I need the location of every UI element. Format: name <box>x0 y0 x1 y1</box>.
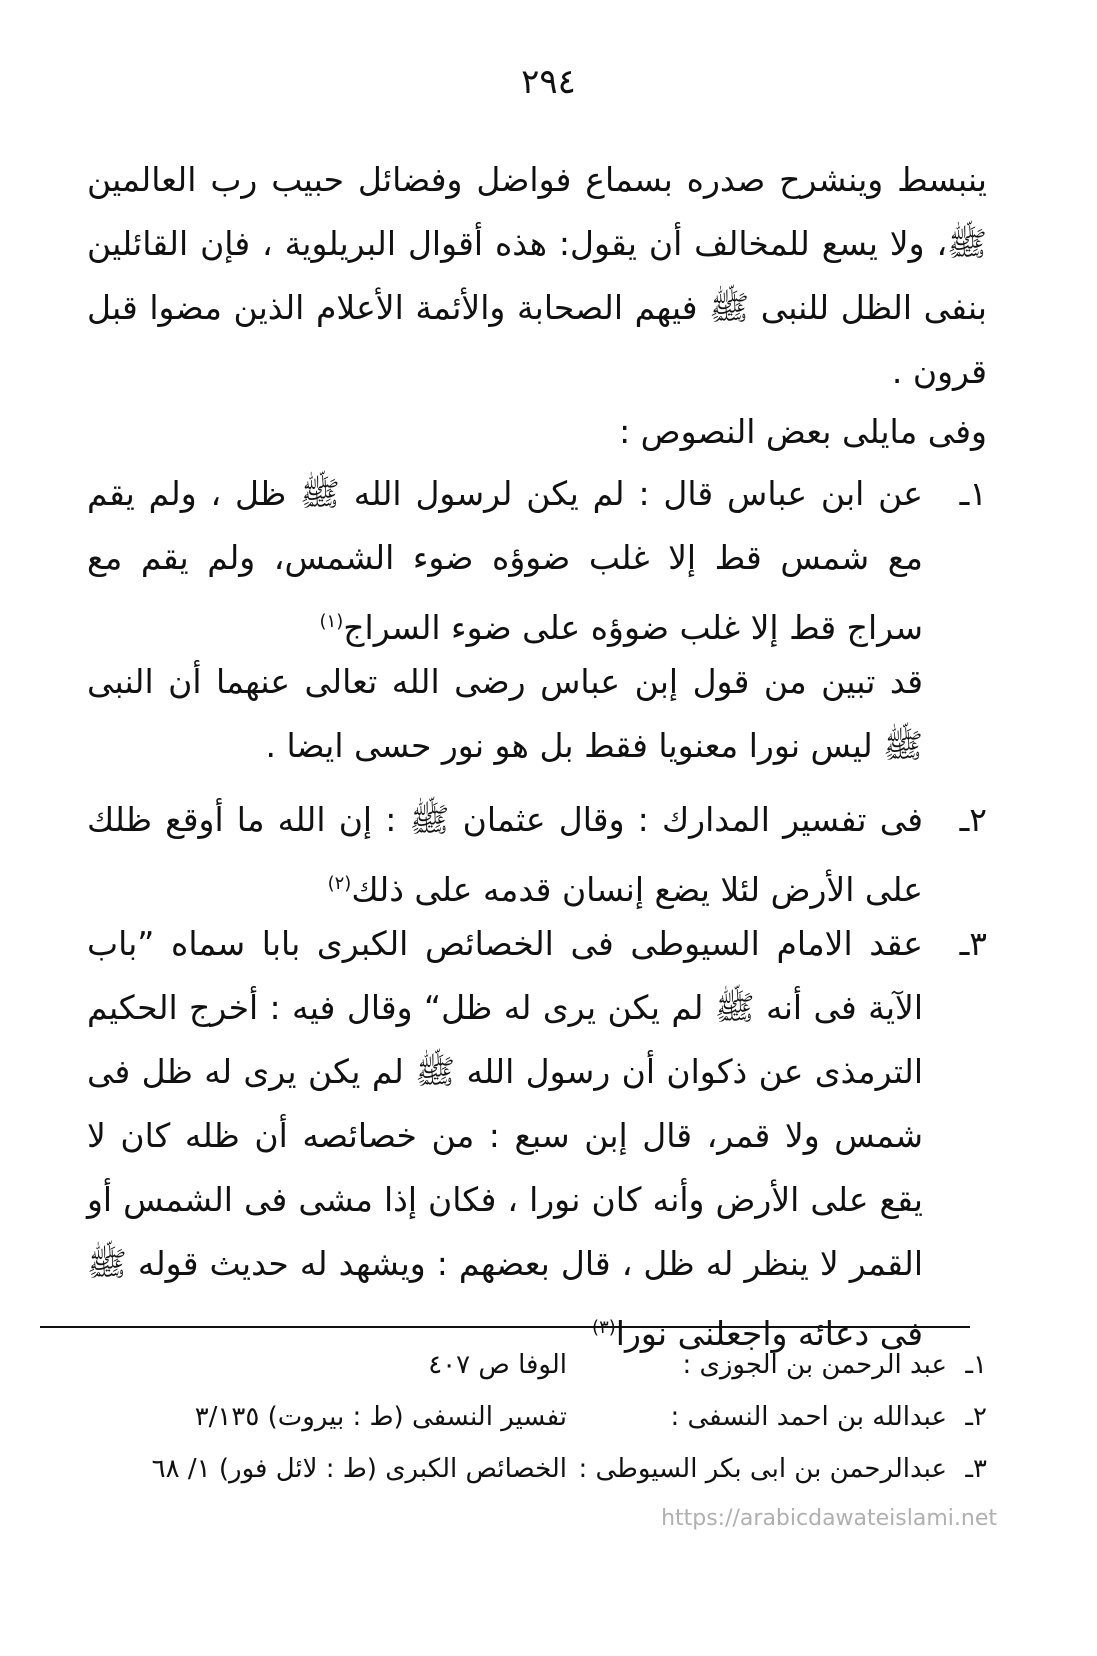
footnote-number: ١ـ <box>965 1350 987 1380</box>
text-item-2 <box>87 788 987 922</box>
footnote-ref: (٢) <box>327 873 352 894</box>
footnote-number: ٢ـ <box>965 1402 987 1432</box>
watermark-url: https://arabicdawateislami.net <box>661 1506 997 1531</box>
item-number: ٢ـ <box>959 800 987 839</box>
footnote-1 <box>87 1350 987 1396</box>
item-text: عن ابن عباس قال : لم يكن لرسول الله ﷺ ظل ، ولم يقم مع شمس قط إلا غلب ضوؤه ضوء الشمس، ولم يقم مع سراج قط إلا غلب ضوؤه على ضوء السراج <box>87 474 923 647</box>
footnote-divider <box>40 1326 970 1328</box>
footnote-number: ٣ـ <box>965 1454 987 1484</box>
footnote-author: عبدالله بن احمد النسفى : <box>670 1402 947 1432</box>
texts-intro: وفى مايلى بعض النصوص : <box>619 412 987 451</box>
page-number: ٢٩٤ <box>521 62 576 102</box>
footnote-source: الخصائص الكبرى (ط : لائل فور) ١/ ٦٨ <box>151 1454 567 1484</box>
intro-paragraph: ينبسط وينشرح صدره بسماع فواضل وفضائل حبيب رب العالمين ﷺ، ولا يسع للمخالف أن يقول: هذه أقوال البريلوية ، فإن القائلين بنفى الظل للنبى ﷺ فيهم الصحابة والأئمة الأعلام الذين مضوا قبل قرون . <box>87 160 987 391</box>
footnote-author: عبد الرحمن بن الجوزى : <box>682 1350 947 1380</box>
item-number: ٣ـ <box>959 924 987 963</box>
text-item-3 <box>87 912 987 1366</box>
footnote-source: تفسير النسفى (ط : بيروت) ٣/١٣٥ <box>194 1402 567 1432</box>
item-number: ١ـ <box>959 474 987 513</box>
item-text: فى تفسير المدارك : وقال عثمان ﷺ : إن الله ما أوقع ظلك على الأرض لئلا يضع إنسان قدمه على ذلك <box>87 800 923 909</box>
footnote-2 <box>87 1402 987 1448</box>
footnote-ref: (١) <box>319 611 344 632</box>
explanation-paragraph: قد تبين من قول إبن عباس رضى الله تعالى عنهما أن النبى ﷺ ليس نورا معنويا فقط بل هو نور حسى ايضا . <box>87 662 923 765</box>
footnote-source: الوفا ص ٤٠٧ <box>428 1350 567 1380</box>
text-item-1 <box>87 462 987 660</box>
footnote-author: عبدالرحمن بن ابى بكر السيوطى : <box>578 1454 947 1484</box>
footnote-3 <box>87 1454 987 1500</box>
footnote-ref: (٣) <box>592 1317 616 1338</box>
item-text: عقد الامام السيوطى فى الخصائص الكبرى بابا سماه ”باب الآية فى أنه ﷺ لم يكن يرى له ظل“ وقال فيه : أخرج الحكيم الترمذى عن ذكوان أن رسول الله ﷺ لم يكن يرى له ظل فى شمس ولا قمر، قال إبن سبع : من خصائصه أن ظله كان لا يقع على الأرض وأنه كان نورا ، فكان إذا مشى فى الشمس أو القمر لا ينظر له ظل ، قال بعضهم : ويشهد له حديث قوله ﷺ فى دعائه واجعلنى نورا <box>87 924 923 1353</box>
